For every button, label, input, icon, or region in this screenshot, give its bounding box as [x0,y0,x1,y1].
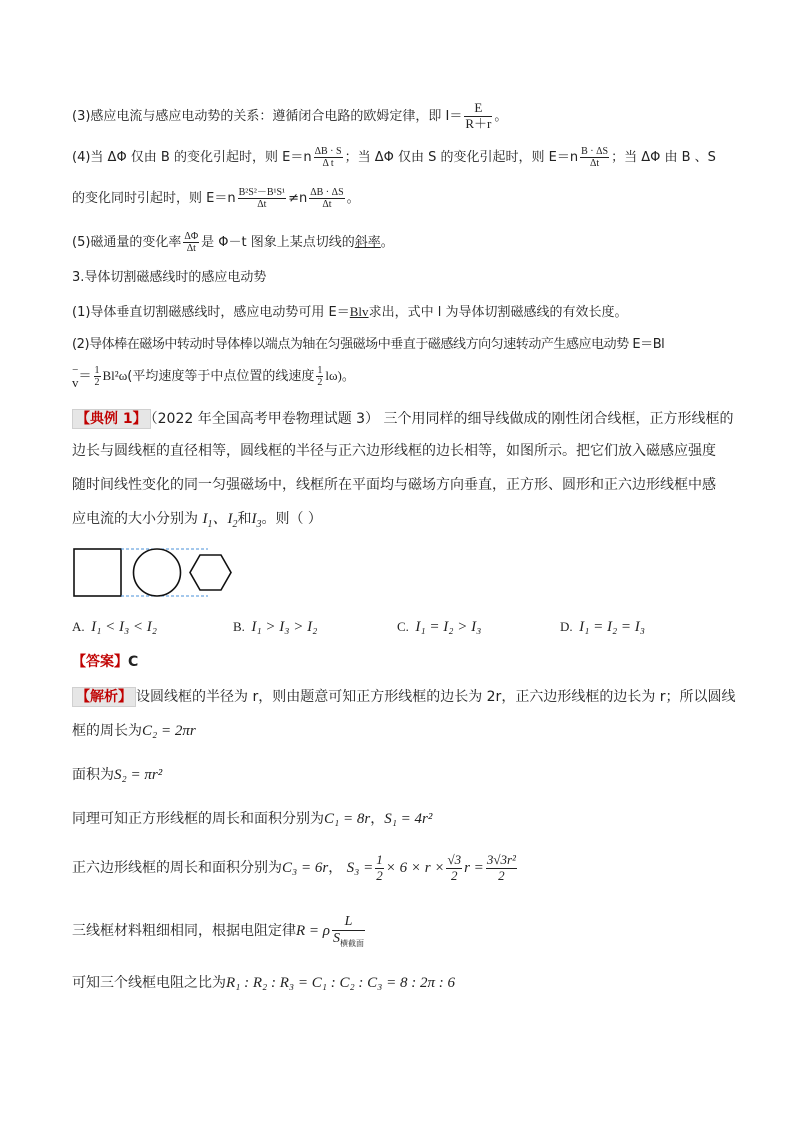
option-b[interactable]: B. I₁ > I₃ > I₂ [233,619,318,635]
answer-line [72,650,138,674]
option-a[interactable]: A. I₁ < I₃ < I₂ [72,619,158,635]
square-frame [74,549,121,596]
fraction-db-s: $\frac{\Delta B \cdot S}{\text{Δ t}}$ [314,145,342,169]
cut-para-2-line-1: (2)导体棒在磁场中转动时导体棒以端点为轴在匀强磁场中垂直于磁感线方向匀速转动产生感应电动势 E＝Bl [72,337,665,352]
para-5: (5)磁通量的变化率 $\frac{\Delta\Phi}{\Delta t}$ 是 Φ－t 图象上某点切线的斜率。 [72,230,394,254]
cut-para-2-line-2: − v＝ $\frac{1}{2}$ Bl²ω(平均速度等于中点位置的线速度 $\frac{1}{2}$ lω)。 [72,363,355,390]
para-3-text: (3)感应电流与感应电动势的关系：遵循闭合电路的欧姆定律，即 I＝ [72,109,463,124]
blv-term: Blv [349,304,369,319]
s2-formula: S₂ = πr² [114,767,163,783]
fraction-half-2: $\frac{1}{2}$ [317,364,323,388]
answer-tag: 【答案】 [72,654,128,670]
fraction-db-ds: $\frac{\Delta B \cdot \Delta S}{\Delta t}$ [310,186,344,210]
analysis-line-2: 框的周长为C₂ = 2πr [72,723,196,739]
example-line-3: 随时间线性变化的同一匀强磁场中，线框所在平面均与磁场方向垂直，正方形、圆形和正六边形线框中感 [72,477,716,493]
i1-symbol: $I_1$、$I_2$ [202,511,238,530]
option-c[interactable]: C. I₁ = I₂ > I₃ [397,619,482,635]
wire-frames-figure [70,545,240,600]
example-line-1: 【典例 1】 （2022 年全国高考甲卷物理试题 3） 三个用同样的细导线做成的刚性闭合线框，正方形线框的 [72,406,734,432]
c2-formula: C₂ = 2πr [142,723,196,739]
option-d[interactable]: D. I₁ = I₂ = I₃ [560,619,646,635]
s1-formula: S₁ = 4r² [384,811,433,827]
slope-term: 斜率 [354,235,381,250]
area-line: 面积为S₂ = πr² [72,767,163,783]
cut-para-1: (1)导体垂直切割磁感线时，感应电动势可用 E＝Blv求出，式中 l 为导体切割磁感线的有效长度。 [72,304,628,320]
hexagon-line: 正六边形线框的周长和面积分别为C₃ = 6r， S₃ = $\frac{1}{2}$ × 6 × r × $\frac{√3}{2}$ r = $\frac{\text{3√3r²}}{2}$ [72,851,516,883]
analysis-tag: 【解析】 [72,687,136,707]
para-4-line-2: 的变化同时引起时，则 E＝n $\frac{\text{B²S²－B¹S¹}}{\Delta t}$ ≠n $\frac{\Delta B \cdot \Delta S}{\Delta t}$ 。 [72,186,360,210]
c3-formula: C₃ = 6r [282,860,329,876]
v-bar: − v [72,363,79,390]
resistance-frac: $\frac{L}{S_{横截面}}$ [332,913,364,948]
answer-value: C [128,654,139,670]
s3-frac-result: $\frac{\text{3√3r²}}{2}$ [486,851,516,883]
square-line: 同理可知正方形线框的周长和面积分别为C₁ = 8r，S₁ = 4r² [72,811,433,827]
circle-frame [134,549,181,596]
para-3: (3)感应电流与感应电动势的关系：遵循闭合电路的欧姆定律，即 I＝ $\frac{E}{R+r}$ 。 [72,100,508,131]
resistance-line: 三线框材料粗细相同，根据电阻定律R = ρ $\frac{L}{S_{横截面}}$ [72,913,364,948]
example-line-4: 应电流的大小分别为 $I_1$、$I_2$和$I_3$。则（ ） [72,511,322,530]
s3-frac-half: $\frac{1}{2}$ [376,851,383,883]
fraction-i: $\frac{E}{R+r}$ [465,100,492,131]
ratio-formula: R₁ : R₂ : R₃ = C₁ : C₂ : C₃ = 8 : 2π : 6 [226,975,456,991]
example-line-2: 边长与圆线框的直径相等，圆线框的半径与正六边形线框的边长相等，如图所示。把它们放入磁感应强度 [72,443,716,459]
fraction-half: $\frac{1}{2}$ [94,364,100,388]
c1-formula: C₁ = 8r [324,811,371,827]
hexagon-frame [190,555,231,590]
analysis-line-1: 【解析】 设圆线框的半径为 r，则由题意可知正方形线框的边长为 2r，正六边形线框的边长为 r；所以圆线 [72,684,736,710]
i3-symbol: $I_3$ [251,511,262,530]
example-tag: 【典例 1】 [72,409,151,429]
s3-frac-root3: $\frac{√3}{2}$ [447,851,462,883]
fraction-b-ds: $\frac{B \cdot \Delta S}{\Delta t}$ [581,145,609,169]
fraction-b2s2: $\frac{\text{B²S²－B¹S¹}}{\Delta t}$ [238,186,286,210]
ratio-line: 可知三个线框电阻之比为R₁ : R₂ : R₃ = C₁ : C₂ : C₃ = 8 : 2π : 6 [72,975,456,991]
para-4-line-1: (4)当 ΔΦ 仅由 B 的变化引起时，则 E＝n $\frac{\Delta B \cdot S}{\text{Δ t}}$ ；当 ΔΦ 仅由 S 的变化引起时，则 E＝n $\frac{B \cdot \Delta S}{\Delta t}$ ；当 ΔΦ 由 B 、S [72,145,716,169]
section-3-heading: 3.导体切割磁感线时的感应电动势 [72,270,267,285]
fraction-dphi-dt: $\frac{\Delta\Phi}{\Delta t}$ [184,230,199,254]
